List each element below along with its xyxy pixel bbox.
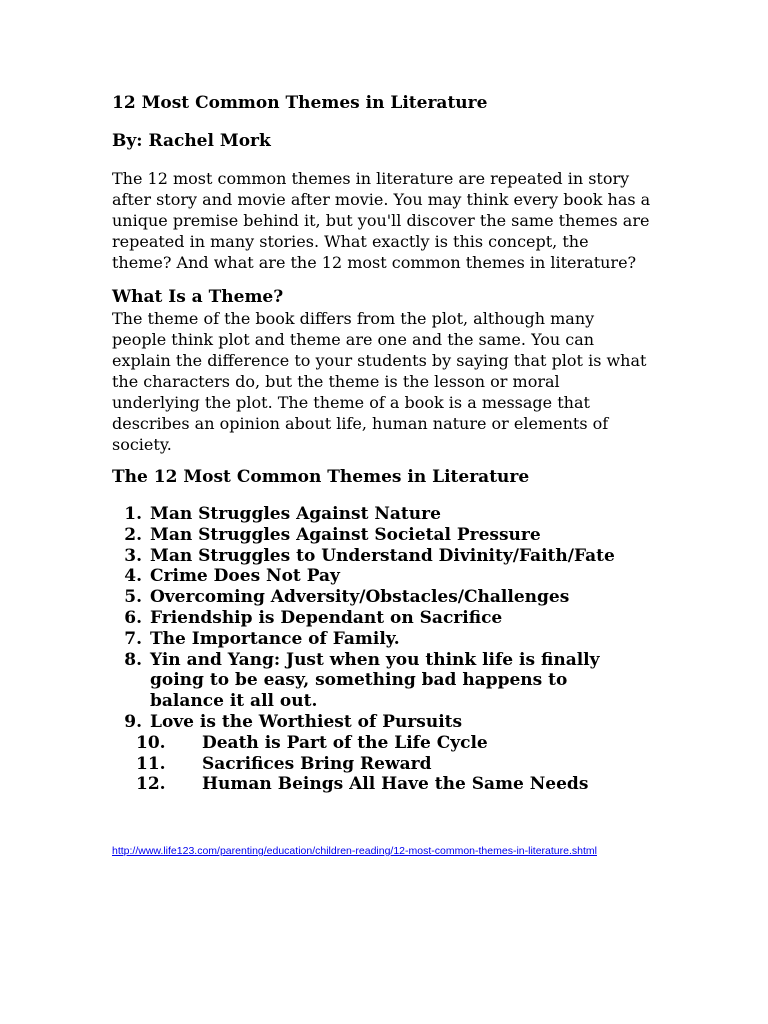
list-item-text: Man Struggles Against Societal Pressure	[150, 524, 541, 545]
themes-list-heading: The 12 Most Common Themes in Literature	[112, 467, 530, 487]
list-item	[112, 733, 622, 754]
what-is-theme-heading: What Is a Theme?	[112, 287, 284, 307]
list-item	[112, 650, 622, 712]
list-item-number: 5.	[124, 587, 142, 608]
list-item-number: 9.	[124, 711, 142, 732]
list-item-number: 11.	[136, 753, 166, 774]
list-item	[112, 629, 622, 650]
list-item-text: Overcoming Adversity/Obstacles/Challenges	[150, 587, 570, 608]
list-item-number: 6.	[124, 607, 142, 628]
list-item	[112, 712, 622, 733]
document-page	[112, 92, 652, 795]
list-item-number: 10.	[136, 732, 166, 753]
list-item-text: Crime Does Not Pay	[150, 566, 340, 587]
list-item	[112, 546, 622, 567]
list-item	[112, 587, 622, 608]
list-item	[112, 608, 622, 629]
author-byline: By: Rachel Mork	[112, 131, 271, 151]
list-item	[112, 754, 622, 775]
list-item-number: 1.	[124, 504, 142, 524]
list-item-number: 8.	[124, 649, 142, 670]
list-item-number: 4.	[124, 566, 142, 587]
list-item	[112, 774, 622, 795]
list-item-text: Death is Part of the Life Cycle	[202, 732, 488, 753]
list-item-text: Sacrifices Bring Reward	[202, 753, 432, 774]
list-item-number: 2.	[124, 524, 142, 545]
list-item	[112, 566, 622, 587]
list-item-number: 3.	[124, 545, 142, 566]
source-url-link[interactable]: http://www.life123.com/parenting/education/children-reading/12-most-common-themes-in-literature.shtml	[112, 845, 597, 857]
what-is-theme-body: The theme of the book differs from the plot, although many people think plot and theme are one and the same. You can explain the difference to your students by saying that plot is what the characters do, but the theme is the lesson or moral underlying the plot. The theme of a book is a message that describes an opinion about life, human nature or elements of society.	[112, 309, 647, 454]
themes-list	[112, 504, 622, 795]
list-item-text: Friendship is Dependant on Sacrifice	[150, 607, 503, 628]
list-item-text: The Importance of Family.	[150, 628, 400, 649]
list-item	[112, 504, 622, 525]
list-item-number: 7.	[124, 628, 142, 649]
intro-paragraph: The 12 most common themes in literature are repeated in story after story and movie after movie. You may think every book has a unique premise behind it, but you'll discover the same themes are repeated in many stories. What exactly is this concept, the theme? And what are the 12 most common themes in literature?	[112, 169, 651, 272]
list-item-text: Human Beings All Have the Same Needs	[202, 774, 589, 795]
list-item-number: 12.	[136, 774, 166, 795]
list-item-text: Love is the Worthiest of Pursuits	[150, 711, 463, 732]
list-item	[112, 525, 622, 546]
list-item-text: Man Struggles to Understand Divinity/Faith/Fate	[150, 545, 615, 566]
list-item-text: Yin and Yang: Just when you think life is finally going to be easy, something bad happens to balance it all out.	[150, 649, 600, 712]
document-title: 12 Most Common Themes in Literature	[112, 93, 488, 113]
list-item-text: Man Struggles Against Nature	[150, 504, 441, 524]
